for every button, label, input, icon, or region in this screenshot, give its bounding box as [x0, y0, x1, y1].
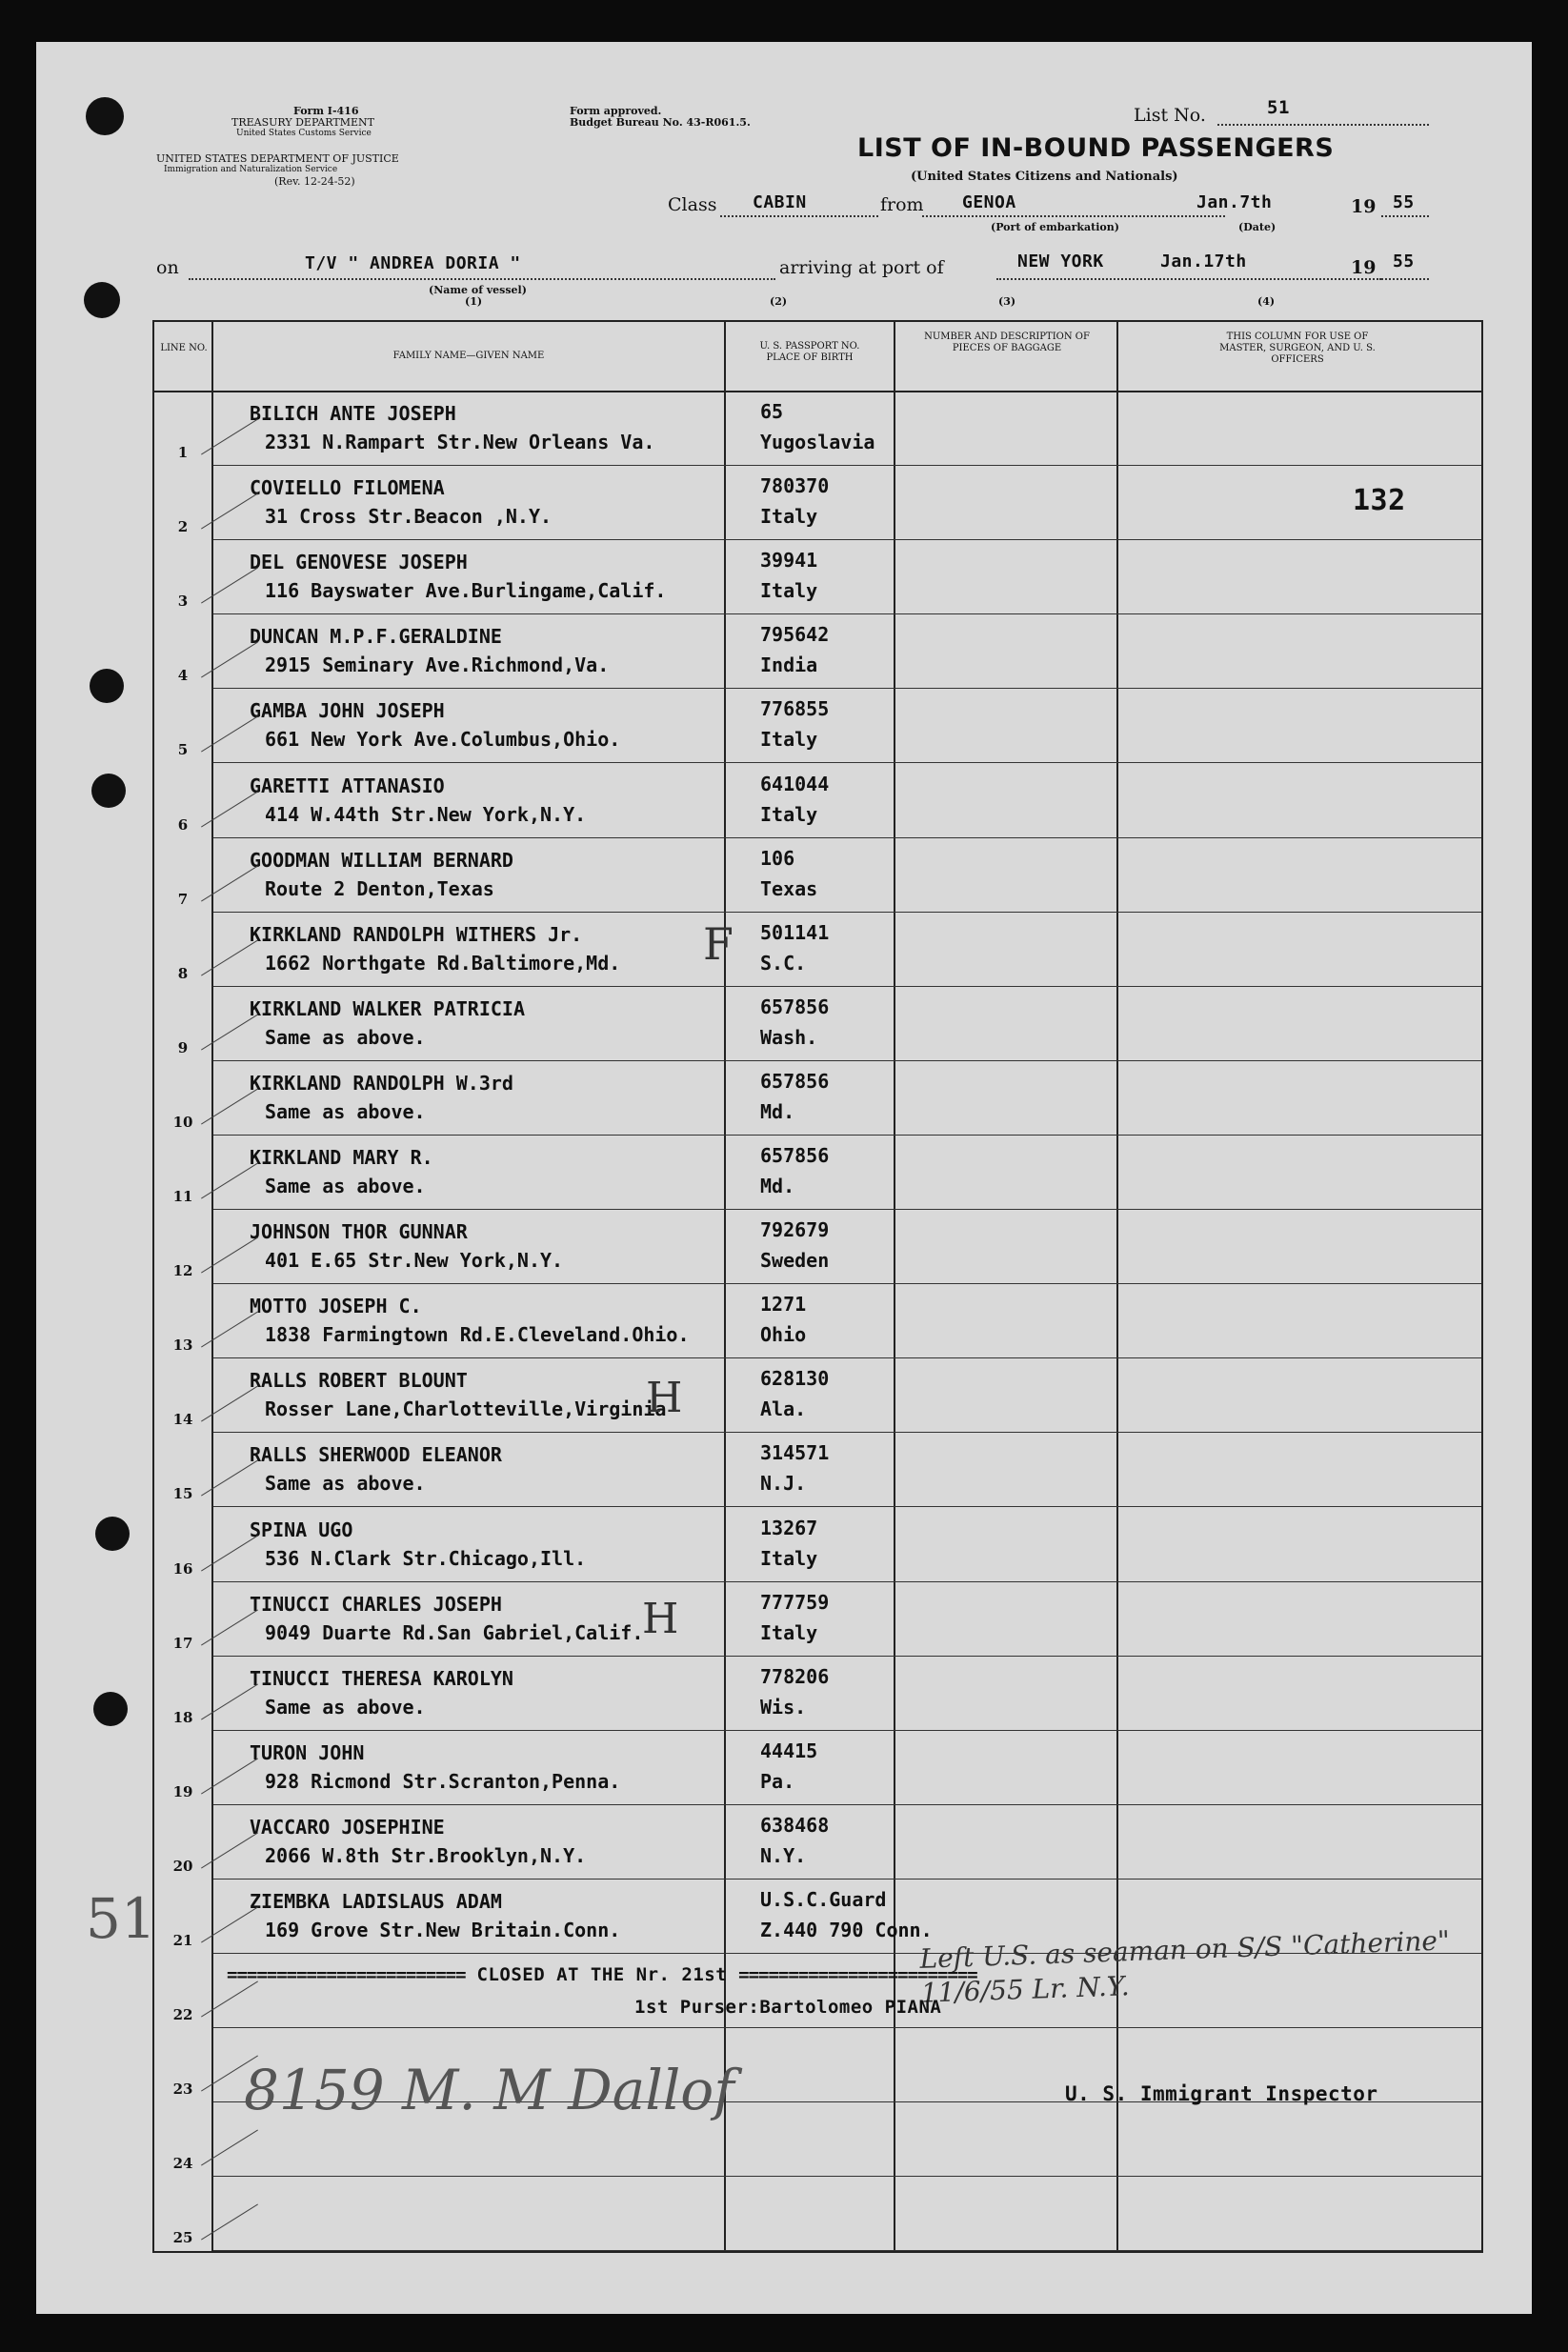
passenger-address: Route 2 Denton,Texas: [265, 876, 494, 900]
passenger-address: 31 Cross Str.Beacon ,N.Y.: [265, 505, 553, 529]
punch-hole: [93, 1692, 128, 1726]
passport-number: 777759: [760, 1590, 830, 1614]
place-of-birth: Yugoslavia: [760, 431, 875, 453]
place-of-birth: Italy: [760, 728, 818, 752]
row-divider: [213, 1506, 1481, 1507]
passenger-name: RALLS ROBERT BLOUNT: [250, 1369, 468, 1393]
passenger-address: 169 Grove Str.New Britain.Conn.: [265, 1919, 621, 1941]
passport-number: 39941: [760, 549, 818, 573]
passenger-name: KIRKLAND MARY R.: [250, 1146, 433, 1169]
arrival-year-line: [1381, 278, 1429, 280]
officer-number: 132: [1353, 484, 1406, 517]
line-number: 19: [172, 1782, 193, 1800]
vessel-line: [189, 278, 775, 280]
col-header-passport: U. S. PASSPORT NO. PLACE OF BIRTH: [759, 341, 860, 363]
row-tick: [201, 419, 258, 455]
passenger-address: Rosser Lane,Charlotteville,Virginia: [265, 1397, 667, 1421]
row-divider: [213, 465, 1481, 466]
line-number: 13: [172, 1337, 193, 1355]
place-of-birth: Italy: [760, 505, 818, 529]
line-number: 24: [172, 2155, 193, 2173]
col-header-baggage: NUMBER AND DESCRIPTION OF PIECES OF BAGGAGE: [924, 332, 1090, 353]
place-of-birth: Wis.: [760, 1695, 807, 1719]
arrival-year: 55: [1393, 251, 1415, 271]
passenger-address: 1838 Farmingtown Rd.E.Cleveland.Ohio.: [265, 1323, 690, 1347]
class-label: Class: [668, 194, 717, 215]
row-divider: [213, 1357, 1481, 1358]
place-of-birth: Md.: [760, 1099, 795, 1123]
passenger-address: 401 E.65 Str.New York,N.Y.: [265, 1249, 564, 1273]
row-divider: [213, 912, 1481, 913]
treasury-dept: TREASURY DEPARTMENT: [231, 116, 374, 129]
row-tick: [201, 1237, 258, 1274]
row-divider: [213, 2250, 1481, 2251]
arriving-label: arriving at port of: [779, 257, 944, 278]
row-divider: [213, 762, 1481, 763]
row-divider: [213, 1209, 1481, 1210]
passenger-address: Same as above.: [265, 1025, 426, 1049]
page-title: LIST OF IN-BOUND PASSENGERS: [857, 133, 1335, 163]
margin-note: 51: [86, 1886, 156, 1951]
place-of-birth: Wash.: [760, 1025, 818, 1049]
passenger-name: RALLS SHERWOOD ELEANOR: [250, 1443, 502, 1467]
row-tick: [201, 1832, 258, 1868]
line-number: 14: [172, 1411, 193, 1429]
place-of-birth: Ohio: [760, 1323, 807, 1347]
passenger-address: 928 Ricmond Str.Scranton,Penna.: [265, 1769, 621, 1793]
col-marker-1: (1): [465, 295, 483, 308]
row-tick: [201, 1386, 258, 1422]
punch-hole: [90, 669, 124, 703]
place-of-birth: Pa.: [760, 1769, 795, 1793]
handwritten-h: H: [646, 1374, 683, 1422]
row-divider: [213, 1730, 1481, 1731]
row-divider: [213, 1432, 1481, 1433]
row-tick: [201, 1460, 258, 1497]
row-divider: [213, 2176, 1481, 2177]
passenger-name: JOHNSON THOR GUNNAR: [250, 1220, 468, 1244]
list-no-line: [1217, 124, 1429, 126]
row-divider: [213, 1581, 1481, 1582]
row-divider: [213, 688, 1481, 689]
passenger-address: 2331 N.Rampart Str.New Orleans Va.: [265, 431, 655, 453]
from-value: GENOA: [962, 192, 1016, 212]
date-note: (Date): [1238, 221, 1277, 233]
col-marker-2: (2): [770, 295, 788, 308]
departure-date: Jan.7th: [1196, 192, 1273, 212]
col-divider: [724, 322, 726, 2251]
closing-dashes: ========================: [738, 1964, 977, 1985]
place-of-birth: N.J.: [760, 1472, 807, 1496]
col-divider: [211, 322, 213, 2251]
budget-bureau: Budget Bureau No. 43-R061.5.: [570, 116, 751, 129]
place-of-birth: Md.: [760, 1175, 795, 1197]
place-of-birth: India: [760, 653, 818, 677]
passport-number: 780370: [760, 474, 830, 498]
handwritten-h: H: [642, 1595, 679, 1643]
passport-number: 628130: [760, 1367, 830, 1391]
row-divider: [213, 837, 1481, 838]
line-number: 16: [172, 1559, 193, 1578]
passenger-name: KIRKLAND WALKER PATRICIA: [250, 996, 525, 1020]
line-number: 21: [172, 1932, 193, 1949]
passenger-address: 2066 W.8th Str.Brooklyn,N.Y.: [265, 1843, 587, 1867]
passport-number: 657856: [760, 995, 830, 1018]
from-line: [922, 215, 1225, 217]
col-header-line: LINE NO.: [160, 343, 208, 353]
passport-number: 44415: [760, 1739, 818, 1762]
row-tick: [201, 2130, 258, 2166]
line-number: 7: [177, 890, 189, 908]
year-line: [1381, 215, 1429, 217]
row21-handwritten-note: Left U.S. as seaman on S/S "Catherine" 11/6/55 Lr. N.Y.: [918, 1924, 1451, 2009]
passenger-name: VACCARO JOSEPHINE: [250, 1815, 445, 1839]
list-no-value: 51: [1267, 97, 1290, 118]
row-tick: [201, 1088, 258, 1124]
row-tick: [201, 716, 258, 753]
place-of-birth: Italy: [760, 802, 818, 826]
place-of-birth: Ala.: [760, 1397, 807, 1421]
row-divider: [213, 539, 1481, 540]
place-of-birth: Italy: [760, 1620, 818, 1644]
passport-number: 641044: [760, 772, 830, 795]
place-of-birth: Italy: [760, 579, 818, 603]
form-id: Form I-416: [293, 105, 359, 117]
col-header-name: FAMILY NAME—GIVEN NAME: [392, 351, 545, 361]
passport-number: 657856: [760, 1069, 830, 1093]
passport-number: 657856: [760, 1144, 830, 1167]
col-header-officers: THIS COLUMN FOR USE OF MASTER, SURGEON, AND U. S. OFFICERS: [1219, 332, 1376, 365]
inspector-signature: 8159 M. M Dallof: [244, 2058, 734, 2122]
closing-line: [227, 1964, 977, 1985]
passenger-name: KIRKLAND RANDOLPH W.3rd: [250, 1071, 513, 1095]
passenger-name: DEL GENOVESE JOSEPH: [250, 551, 468, 574]
punch-hole: [86, 97, 124, 135]
on-label: on: [156, 257, 179, 278]
manifest-page: [36, 42, 1532, 2314]
row-tick: [201, 1163, 258, 1199]
row-divider: [213, 1135, 1481, 1136]
line-number: 20: [172, 1857, 193, 1875]
row-tick: [201, 1014, 258, 1050]
row-tick: [201, 1535, 258, 1571]
vessel-name: T/V " ANDREA DORIA ": [305, 253, 521, 273]
passenger-address: 2915 Seminary Ave.Richmond,Va.: [265, 653, 610, 677]
closed-at-text: CLOSED AT THE Nr. 21st: [476, 1964, 728, 1985]
place-of-birth: Italy: [760, 1546, 818, 1570]
list-no-label: List No.: [1134, 105, 1206, 126]
place-of-birth: Texas: [760, 876, 818, 900]
arrival-port: NEW YORK: [1017, 251, 1104, 271]
passenger-name: TURON JOHN: [250, 1740, 365, 1764]
purser-name: 1st Purser:Bartolomeo PIANA: [634, 1997, 942, 2018]
passenger-name: ZIEMBKA LADISLAUS ADAM: [250, 1890, 502, 1913]
line-number: 2: [177, 518, 189, 536]
row-divider: [213, 1656, 1481, 1657]
passenger-address: 414 W.44th Str.New York,N.Y.: [265, 802, 587, 826]
passenger-name: TINUCCI CHARLES JOSEPH: [250, 1592, 502, 1616]
row-divider: [213, 1804, 1481, 1805]
header-divider: [154, 391, 1481, 392]
passenger-address: 536 N.Clark Str.Chicago,Ill.: [265, 1546, 587, 1570]
passport-number: 776855: [760, 697, 830, 721]
line-number: 11: [172, 1188, 193, 1205]
passenger-name: GOODMAN WILLIAM BERNARD: [250, 848, 513, 872]
place-of-birth: N.Y.: [760, 1843, 807, 1867]
passport-number: 501141: [760, 920, 830, 944]
passenger-name: MOTTO JOSEPH C.: [250, 1295, 422, 1318]
row-divider: [213, 2027, 1481, 2028]
row-tick: [201, 1758, 258, 1794]
col-divider: [894, 322, 895, 2251]
row-tick: [201, 2204, 258, 2241]
passport-number: U.S.C.Guard: [760, 1888, 887, 1911]
passenger-address: 116 Bayswater Ave.Burlingame,Calif.: [265, 579, 667, 603]
class-line: [720, 215, 878, 217]
closing-dashes: ========================: [227, 1964, 466, 1985]
row-tick: [201, 1609, 258, 1645]
inspector-label: U. S. Immigrant Inspector: [1065, 2082, 1378, 2105]
row-tick: [201, 493, 258, 530]
line-number: 12: [172, 1262, 193, 1280]
line-number: 5: [177, 741, 189, 759]
passenger-name: SPINA UGO: [250, 1518, 353, 1541]
line-number: 15: [172, 1485, 193, 1503]
line-number: 17: [172, 1634, 193, 1652]
row-tick: [201, 939, 258, 975]
row-divider: [213, 1283, 1481, 1284]
row-divider: [213, 1060, 1481, 1061]
form-revision: (Rev. 12-24-52): [274, 175, 355, 188]
punch-hole: [91, 774, 126, 808]
passenger-name: COVIELLO FILOMENA: [250, 476, 445, 500]
passenger-address: Same as above.: [265, 1175, 426, 1197]
line-number: 22: [172, 2006, 193, 2024]
row-tick: [201, 1981, 258, 2018]
col-marker-3: (3): [998, 295, 1016, 308]
passport-number: 65: [760, 400, 784, 423]
immigration-service: Immigration and Naturalization Service: [164, 165, 338, 174]
line-number: 10: [172, 1113, 193, 1131]
passport-number: 106: [760, 846, 795, 870]
class-value: CABIN: [753, 192, 807, 212]
row-tick: [201, 1907, 258, 1943]
arrival-date: Jan.17th: [1160, 251, 1247, 271]
passport-number: 795642: [760, 623, 830, 647]
passenger-address: Same as above.: [265, 1472, 426, 1496]
passenger-name: TINUCCI THERESA KAROLYN: [250, 1666, 513, 1690]
customs-service: United States Customs Service: [236, 129, 372, 138]
row-tick: [201, 568, 258, 604]
line-number: 1: [177, 444, 189, 461]
handwritten-f: F: [703, 918, 734, 970]
row-divider: [213, 613, 1481, 614]
line-number: 4: [177, 667, 189, 685]
passenger-name: GARETTI ATTANASIO: [250, 774, 445, 797]
passenger-name: BILICH ANTE JOSEPH: [250, 402, 456, 425]
line-number: 25: [172, 2229, 193, 2247]
passport-number: 13267: [760, 1516, 818, 1539]
passenger-name: KIRKLAND RANDOLPH WITHERS Jr.: [250, 922, 583, 946]
page-subtitle: (United States Citizens and Nationals): [911, 170, 1178, 184]
line-number: 6: [177, 815, 189, 834]
passenger-address: Same as above.: [265, 1099, 426, 1123]
passenger-name: GAMBA JOHN JOSEPH: [250, 699, 445, 723]
line-number: 3: [177, 593, 189, 611]
line-number: 8: [177, 964, 189, 982]
row-divider: [213, 986, 1481, 987]
passenger-address: 661 New York Ave.Columbus,Ohio.: [265, 728, 621, 752]
line-number: 9: [177, 1038, 189, 1056]
passport-number: 792679: [760, 1218, 830, 1242]
row-tick: [201, 791, 258, 827]
line-number: 18: [172, 1708, 193, 1726]
row-tick: [201, 1683, 258, 1719]
justice-dept: UNITED STATES DEPARTMENT OF JUSTICE: [156, 152, 399, 165]
punch-hole: [95, 1517, 130, 1551]
row-tick: [201, 1312, 258, 1348]
passenger-address: 9049 Duarte Rd.San Gabriel,Calif.: [265, 1620, 644, 1644]
passenger-address: 1662 Northgate Rd.Baltimore,Md.: [265, 951, 621, 975]
arrival-line: [996, 278, 1381, 280]
passport-number: 778206: [760, 1664, 830, 1688]
passport-number: 638468: [760, 1813, 830, 1837]
line-number: 23: [172, 2081, 193, 2099]
vessel-note: (Name of vessel): [429, 284, 527, 296]
passport-number: 314571: [760, 1441, 830, 1465]
row-tick: [201, 865, 258, 901]
year-prefix: 19: [1351, 196, 1377, 217]
place-of-birth: Z.440 790 Conn.: [760, 1919, 933, 1941]
col-marker-4: (4): [1257, 295, 1276, 308]
place-of-birth: Sweden: [760, 1249, 830, 1273]
arrival-year-prefix: 19: [1351, 257, 1377, 278]
from-label: from: [880, 194, 924, 215]
place-of-birth: S.C.: [760, 951, 807, 975]
departure-year: 55: [1393, 192, 1415, 212]
passenger-name: DUNCAN M.P.F.GERALDINE: [250, 625, 502, 649]
port-embarkation-note: (Port of embarkation): [991, 221, 1119, 233]
form-approved: Form approved.: [570, 105, 662, 117]
punch-hole: [84, 282, 120, 318]
passenger-address: Same as above.: [265, 1695, 426, 1719]
row-tick: [201, 642, 258, 678]
row-divider: [213, 1879, 1481, 1880]
passport-number: 1271: [760, 1293, 807, 1317]
